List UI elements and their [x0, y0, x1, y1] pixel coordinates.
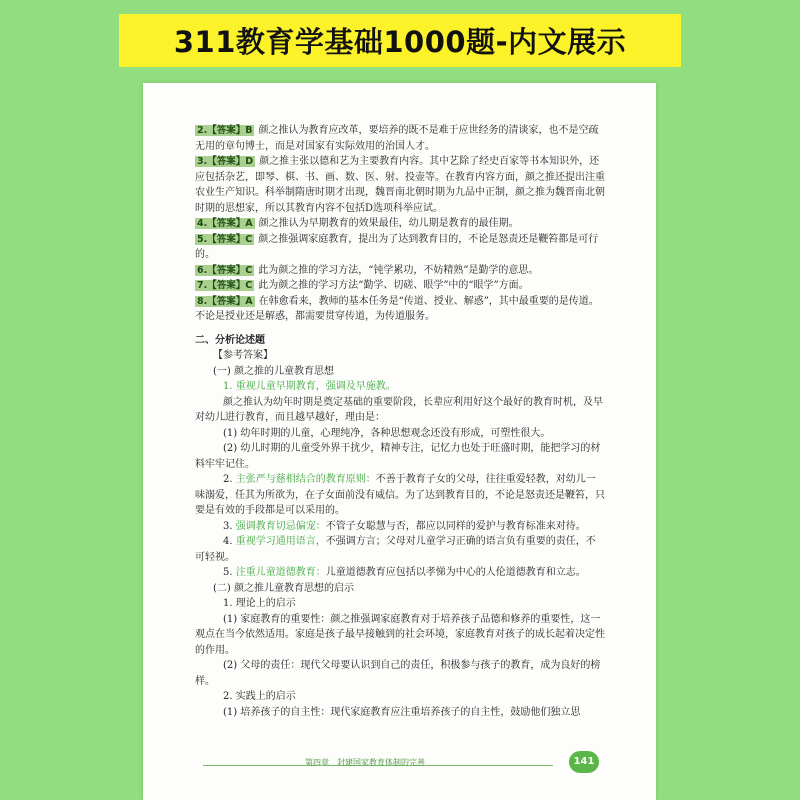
paragraph: (1) 幼年时期的儿童，心理纯净，各种思想观念还没有形成，可塑性很大。 — [223, 427, 551, 439]
point-title: 1. 重视儿童早期教育，强调及早施教。 — [223, 381, 396, 392]
point-title: 1. 理论上的启示 — [223, 598, 296, 609]
answer-item — [195, 278, 605, 294]
point-body: 儿童道德教育应包括以孝悌为中心的人伦道德教育和立志。 — [325, 567, 586, 578]
page-number: 141 — [569, 751, 599, 773]
answer-tag: 5.【答案】C — [197, 233, 253, 245]
section-title: 二、分析论述题 — [195, 334, 265, 346]
paragraph: (2) 父母的责任：现代父母要认识到自己的责任，积极参与孩子的教育，成为良好的榜样。 — [195, 660, 601, 687]
banner-title: 311教育学基础1000题-内文展示 — [119, 14, 681, 67]
reference-answer-label: 【参考答案】 — [213, 350, 273, 361]
subsection-heading: (一) 颜之推的儿童教育思想 — [213, 365, 334, 377]
paragraph: (1) 培养孩子的自主性：现代家庭教育应注重培养孩子的自主性，鼓励他们独立思 — [223, 706, 581, 718]
chapter-label: 第四章 封建国家教育体制的完善 — [305, 758, 425, 767]
paragraph — [195, 472, 605, 519]
point-number: 5. — [223, 567, 233, 578]
answer-text: 颜之推认为教育应改革，要培养的既不是难于应世经务的清谈家，也不是空疏无用的章句博士，而是对国家有实际效用的治国人才。 — [195, 125, 599, 152]
page-footer — [203, 751, 613, 773]
answer-item — [195, 263, 605, 279]
page-content — [195, 123, 605, 720]
paragraph — [195, 534, 605, 565]
answer-item — [195, 123, 605, 154]
paragraph: (2) 幼儿时期的儿童受外界干扰少，精神专注，记忆力也处于旺盛时期，能把学习的材料牢牢记住。 — [195, 443, 601, 470]
answer-item — [195, 216, 605, 232]
book-page — [143, 83, 656, 800]
paragraph — [195, 565, 605, 581]
point-number: 2. — [223, 474, 233, 485]
subsection-heading: (二) 颜之推儿童教育思想的启示 — [213, 582, 354, 594]
answer-text: 颜之推强调家庭教育，提出为了达到教育目的，不论是怒责还是鞭笞都是可行的。 — [195, 233, 599, 260]
answer-text: 此为颜之推的学习方法“勤学、切磋、眼学”中的“眼学”方面。 — [258, 280, 529, 291]
answer-tag: 3.【答案】D — [197, 156, 254, 167]
paragraph — [195, 519, 605, 535]
answer-tag: 4.【答案】A — [197, 218, 253, 229]
point-body: 不强调方言；父母对儿童学习正确的语言负有重要的责任，不可轻视。 — [195, 536, 596, 563]
point-title: 主张严与慈相结合的教育原则： — [235, 474, 376, 485]
paragraph: 颜之推认为幼年时期是奠定基础的重要阶段，长辈应利用好这个最好的教育时机，及早对幼儿进行教育，而且越早越好，理由是： — [195, 396, 603, 423]
answer-item — [195, 154, 605, 216]
answer-item — [195, 294, 605, 325]
answer-text: 颜之推主张以德和艺为主要教育内容。其中艺除了经史百家等书本知识外，还应包括杂艺，即琴、棋、书、画、数、医、射、投壶等。在教育内容方面，颜之推还提出注重农业生产知识。科举制隋唐时期才出现，魏晋南北朝时期为九品中正制，颜之推为魏晋南北朝时期的思想家，所以其教育内容不包括D选项科举应试。 — [195, 156, 605, 214]
answer-tag: 7.【答案】C — [197, 280, 253, 291]
answer-text: 颜之推认为早期教育的效果最佳，幼儿期是教育的最佳期。 — [258, 218, 519, 229]
answer-tag: 2.【答案】B — [197, 125, 253, 136]
answer-tag: 6.【答案】C — [197, 264, 253, 276]
point-title: 注重儿童道德教育： — [235, 567, 326, 578]
point-number: 4. — [223, 536, 233, 547]
point-title: 2. 实践上的启示 — [223, 691, 296, 702]
point-title: 强调教育切忌偏宠： — [235, 520, 326, 532]
answer-text: 在韩愈看来，教师的基本任务是“传道、授业、解惑”，其中最重要的是传道。不论是授业还是解惑，都需要贯穿传道，为传道服务。 — [195, 295, 599, 322]
point-title: 重视学习通用语言， — [235, 536, 326, 547]
answer-item — [195, 232, 605, 263]
answer-tag: 8.【答案】A — [197, 295, 253, 307]
answer-text: 此为颜之推的学习方法，“钝学累功，不妨精熟”是勤学的意思。 — [258, 264, 539, 276]
paragraph: (1) 家庭教育的重要性：颜之推强调家庭教育对于培养孩子品德和修养的重要性，这一观点在当今依然适用。家庭是孩子最早接触到的社会环境，家庭教育对孩子的成长起着决定性的作用。 — [195, 613, 605, 656]
point-body: 不善于教育子女的父母，往往重爱轻教，对幼儿一味溺爱，任其为所欲为，在子女面前没有威信。为了达到教育目的，不论是怒责还是鞭笞，只要是有效的手段都是可以采用的。 — [195, 474, 605, 516]
point-number: 3. — [223, 520, 233, 532]
point-body: 不管子女聪慧与否，都应以同样的爱护与教育标准来对待。 — [325, 520, 586, 532]
